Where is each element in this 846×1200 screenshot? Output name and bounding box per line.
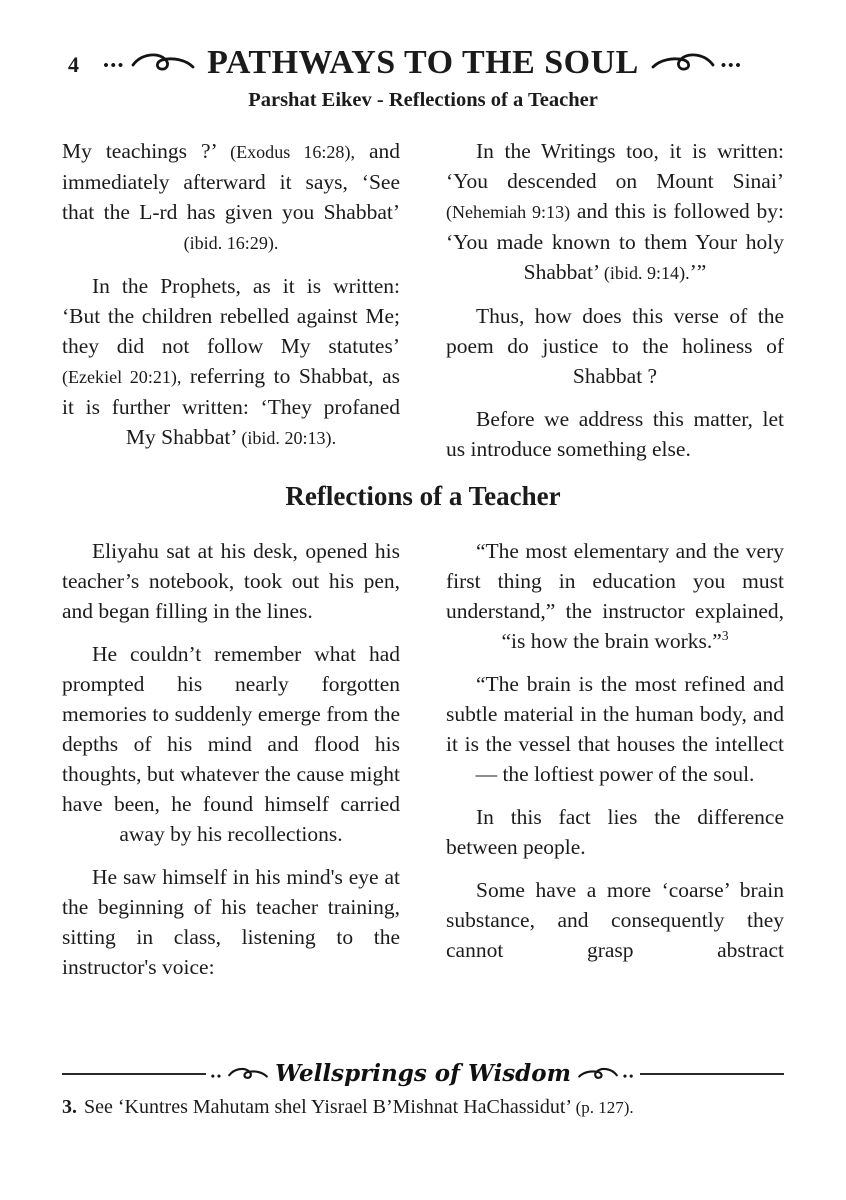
paragraph [446, 404, 784, 464]
citation-text: (ibid. 16:29). [183, 233, 279, 253]
citation-text: (Nehemiah 9:13) [446, 202, 571, 222]
text-run: Some have a more ‘coarse’ brain substance, and consequently they cannot grasp abstract [446, 878, 784, 962]
title-row [0, 44, 846, 82]
paragraph [446, 136, 784, 288]
paragraph [446, 301, 784, 391]
wellsprings-label: Wellsprings of Wisdom [275, 1060, 571, 1087]
paragraph [62, 136, 400, 258]
paragraph [62, 271, 400, 453]
text-run: My teachings ?’ [62, 139, 231, 163]
paragraph [62, 639, 400, 849]
page-footer [62, 1056, 784, 1119]
text-run: “The brain is the most refined and subtle material in the human body, and it is the vessel that houses the intellect — the loftiest power of the soul. [446, 672, 784, 786]
paragraph [62, 536, 400, 626]
paragraph [446, 802, 784, 862]
text-run: Thus, how does this verse of the poem do justice to the holiness of Shabbat ? [446, 304, 784, 388]
page-header [0, 0, 846, 112]
text-run: ’” [689, 260, 707, 284]
citation-text: (ibid. 9:14). [603, 263, 690, 283]
page-subtitle: Parshat Eikev - Reflections of a Teacher [248, 89, 598, 111]
text-run: Before we address this matter, let us introduce something else. [446, 407, 784, 461]
text-run: and immediately afterward it says, ‘See that the L-rd has given you Shabbat’ [62, 139, 400, 224]
text-run: referring to Shabbat, as it is further written: ‘They profaned My Shabbat’ [62, 364, 400, 449]
paragraph [446, 875, 784, 965]
footnote-page-cite: (p. 127). [575, 1098, 634, 1117]
text-run: In this fact lies the difference between people. [446, 805, 784, 859]
text-run: He saw himself in his mind's eye at the beginning of his teacher training, sitting in class, listening to the instructor's voice: [62, 865, 400, 979]
footer-dots-left: •• [210, 1069, 224, 1083]
footnote-text: See ‘Kuntres Mahutam shel Yisrael B’Mishnat HaChassidut’ [84, 1096, 576, 1118]
citation-text: (Exodus 16:28), [230, 142, 355, 162]
footer-ornament [62, 1060, 784, 1087]
flourish-left-icon [131, 50, 195, 76]
text-run: In the Writings too, it is written: ‘You descended on Mount Sinai’ [446, 139, 784, 193]
text-run: “The most elementary and the very first thing in education you must understand,” the instructor explained, “is how the brain works.” [446, 539, 784, 653]
citation-text: (Ezekiel 20:21), [62, 367, 182, 387]
footnote [62, 1096, 784, 1119]
top-right-column [446, 136, 784, 464]
bottom-left-column [62, 536, 400, 982]
paragraph [446, 669, 784, 789]
top-left-column [62, 136, 400, 464]
footnote-marker: 3 [721, 627, 729, 643]
page-number: 4 [68, 52, 79, 77]
bottom-section [0, 536, 846, 982]
text-run: Eliyahu sat at his desk, opened his teacher’s notebook, took out his pen, and began filling in the lines. [62, 539, 400, 623]
text-run: He couldn’t remember what had prompted his nearly forgotten memories to suddenly emerge from the depths of his mind and flood his thoughts, but whatever the cause might have been, he found himself carried away by his recollections. [62, 642, 400, 846]
footer-flourish-right-icon [578, 1064, 618, 1084]
ornament-dots-left: ••• [103, 57, 126, 74]
text-run: and this is followed by: ‘You made known to them Your holy Shabbat’ [446, 199, 784, 284]
bottom-right-column [446, 536, 784, 982]
footer-flourish-left-icon [228, 1064, 268, 1084]
footnote-number: 3. [62, 1096, 77, 1118]
citation-text: (ibid. 20:13). [241, 428, 337, 448]
section-heading: Reflections of a Teacher [285, 481, 561, 511]
text-run: In the Prophets, as it is written: ‘But the children rebelled against Me; they did not follow My statutes’ [62, 274, 400, 358]
page-title: PATHWAYS TO THE SOUL [207, 44, 639, 81]
footer-rule-left [62, 1073, 206, 1075]
footer-rule-right [640, 1073, 784, 1075]
ornament-dots-right: ••• [720, 57, 743, 74]
paragraph [446, 536, 784, 656]
flourish-right-icon [651, 50, 715, 76]
paragraph [62, 862, 400, 982]
top-section [0, 136, 846, 464]
footer-dots-right: •• [622, 1069, 636, 1083]
